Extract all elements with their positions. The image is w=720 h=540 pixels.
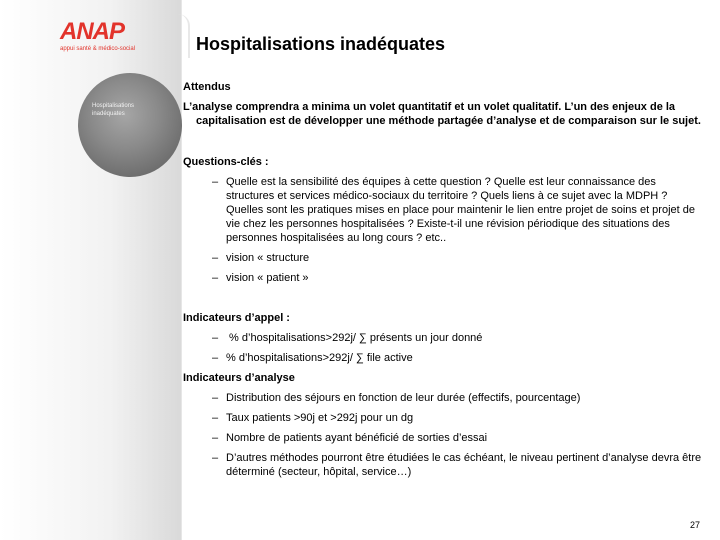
list-item: – % d’hospitalisations>292j/ ∑ présents un jour donné (212, 332, 483, 344)
indicateurs-appel-list (183, 331, 703, 365)
questions-heading: Questions-clés : (183, 156, 269, 168)
section-circle-label: Hospitalisations inadéquates (92, 103, 135, 117)
page-number: 27 (690, 520, 701, 530)
logo-mark: ANAP (60, 18, 125, 45)
logo-tagline: appui santé & médico-social (60, 46, 136, 52)
list-item: – vision « patient » (212, 272, 309, 284)
title-decoration (176, 14, 190, 58)
section-circle (78, 73, 182, 177)
list-item: – Distribution des séjours en fonction de leur durée (effectifs, pourcentage) (212, 392, 581, 404)
attendus-text: L’analyse comprendra a minima un volet quantitatif et un volet qualitatif. L’un des enjeux de la capitalisation est de développer une méthode partagée d’analyse et de comparaison sur le sujet. (183, 101, 701, 127)
list-item: – vision « structure (212, 252, 310, 264)
list-item: – D’autres méthodes pourront être étudiées le cas échéant, le niveau pertinent d’analyse devra être déterminé (secteur, hôpital, service…) (212, 452, 702, 478)
page-title: Hospitalisations inadéquates (196, 34, 446, 54)
attendus-heading: Attendus (183, 81, 231, 93)
questions-list (183, 175, 703, 285)
sidebar-divider (181, 0, 182, 540)
main-content (183, 80, 703, 479)
list-item: – Quelle est la sensibilité des équipes à cette question ? Quelle est leur connaissance des structures et services médico-sociaux du territoire ? Quels liens à ce sujet avec la MDPH ? Quelles sont les pratiques mises en place pour maintenir le lien entre projet de soins et projet de vie chez les personnes hospitalisées ? Existe-t-il une révision périodique des situations des personnes hospitalisées au long cours ? etc.. (212, 176, 695, 244)
list-item: – Taux patients >90j et >292j pour un dg (212, 412, 414, 424)
indicateurs-analyse-heading: Indicateurs d’analyse (183, 372, 295, 384)
indicateurs-analyse-list (183, 391, 703, 479)
list-item: – % d’hospitalisations>292j/ ∑ file active (212, 352, 413, 364)
anap-logo (60, 20, 160, 54)
indicateurs-appel-heading: Indicateurs d’appel : (183, 312, 290, 324)
list-item: – Nombre de patients ayant bénéficié de sorties d’essai (212, 432, 488, 444)
